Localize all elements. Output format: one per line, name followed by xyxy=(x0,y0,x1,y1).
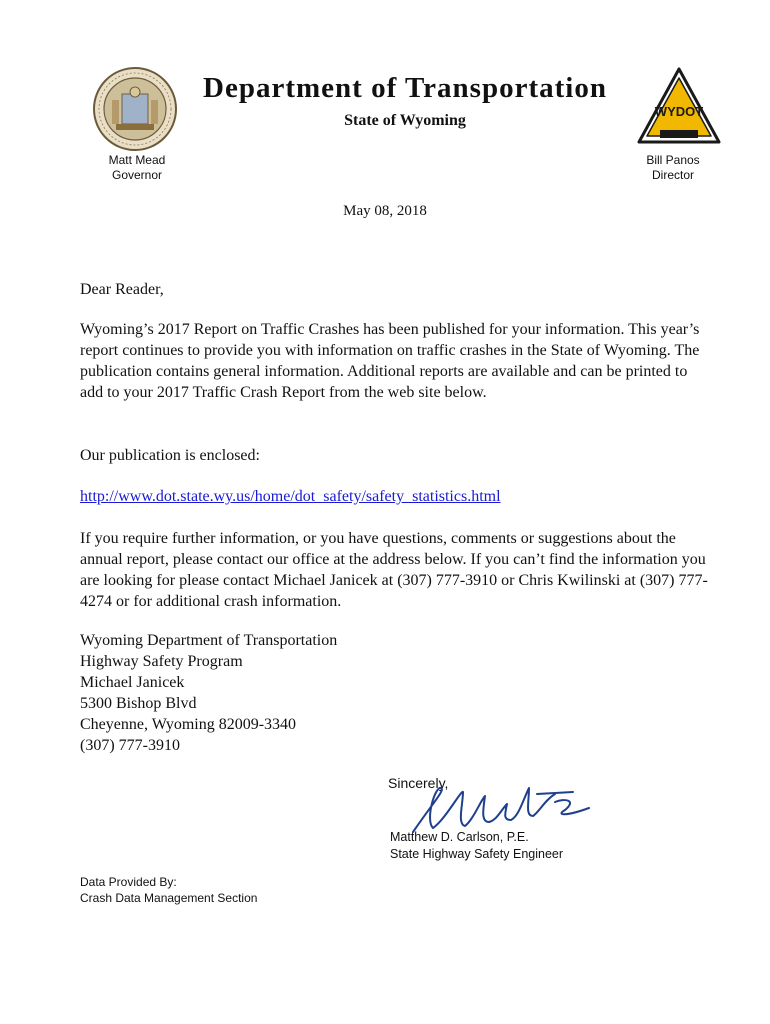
footer-line: Data Provided By: xyxy=(80,875,177,889)
wydot-logo-text: WYDOT xyxy=(654,104,704,119)
great-seal-of-wyoming-icon xyxy=(92,66,178,152)
address-line: Highway Safety Program xyxy=(80,653,243,670)
director-block xyxy=(634,153,712,183)
closing: Sincerely, xyxy=(388,775,449,791)
salutation: Dear Reader, xyxy=(80,281,164,298)
address-line: Michael Janicek xyxy=(80,674,185,691)
signer-name: Matthew D. Carlson, P.E. xyxy=(390,830,529,844)
director-name: Bill Panos xyxy=(646,153,700,167)
enclosed-paragraph: Our publication is enclosed: xyxy=(80,447,260,464)
page-subtitle: State of Wyoming xyxy=(344,112,466,129)
data-source-footer xyxy=(80,874,257,906)
wydot-triangle-logo-icon xyxy=(636,66,722,146)
address-line: (307) 777-3910 xyxy=(80,737,180,754)
address-line: 5300 Bishop Blvd xyxy=(80,695,197,712)
address-line: Wyoming Department of Transportation xyxy=(80,632,338,649)
governor-title: Governor xyxy=(111,168,163,182)
contact-paragraph: If you require further information, or you have questions, comments or suggestions about the annual report, please contact our office at the address below. If you can’t find the information you are looking for please contact Michael Janicek at (307) 777-3910 or Chris Kwilinski at (307) 777- 4274 or for additional crash information. xyxy=(80,530,708,610)
governor-name: Matt Mead xyxy=(108,153,166,167)
footer-line: Crash Data Management Section xyxy=(80,891,258,905)
address-line: Cheyenne, Wyoming 82009-3340 xyxy=(80,716,297,733)
director-title: Director xyxy=(651,168,694,182)
signer-block xyxy=(390,829,563,863)
signer-title: State Highway Safety Engineer xyxy=(390,847,564,861)
mailing-address xyxy=(80,630,480,756)
letter-date: May 08, 2018 xyxy=(343,203,427,219)
safety-statistics-link[interactable]: http://www.dot.state.wy.us/home/dot_safety/safety_statistics.html xyxy=(80,488,501,505)
governor-block xyxy=(98,153,176,183)
intro-paragraph: Wyoming’s 2017 Report on Traffic Crashes has been published for your information. This year’s report continues to provide you with information on traffic crashes in the State of Wyoming. The publication contains general information. Additional reports are available and can be printed to add to your 2017 Traffic Crash Report from the web site below. xyxy=(80,321,700,401)
page-title: Department of Transportation xyxy=(203,72,607,104)
